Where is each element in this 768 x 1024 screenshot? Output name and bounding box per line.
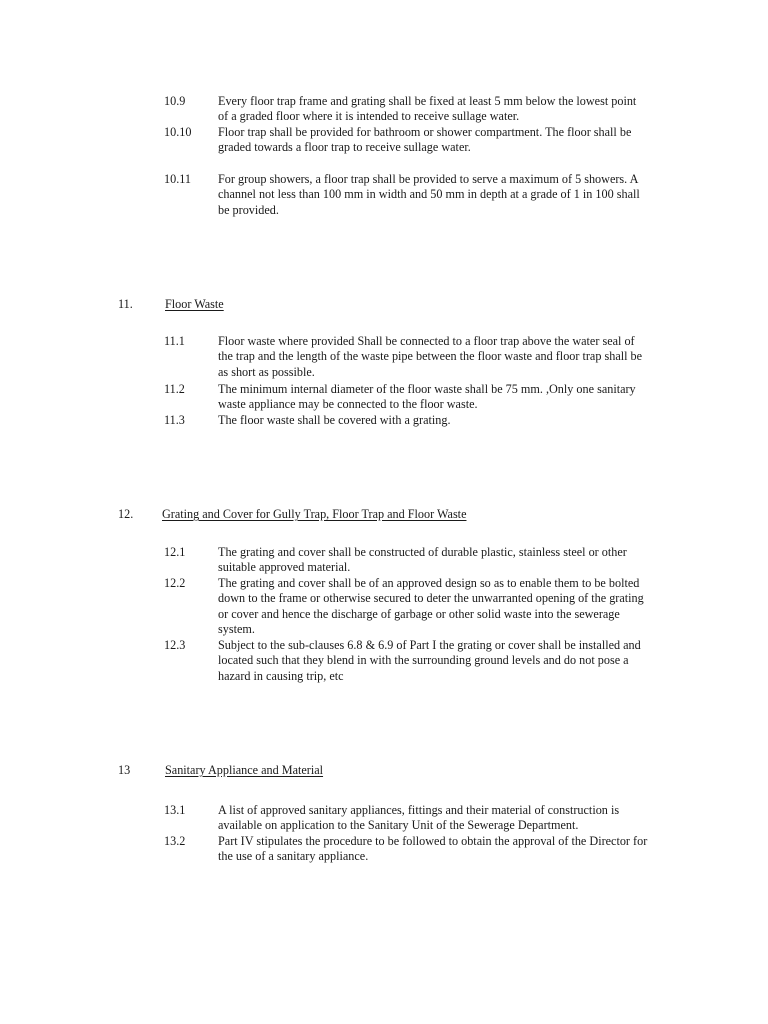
- section-11-number: 11.: [118, 297, 133, 311]
- clause-number: 11.1: [164, 334, 185, 348]
- clause-text: Part IV stipulates the procedure to be followed to obtain the approval of the Director for the use of a sanitary appliance.: [218, 834, 648, 864]
- clause-text: A list of approved sanitary appliances, fittings and their material of construction is available on application to the Sanitary Unit of the Sewerage Department.: [218, 803, 620, 833]
- clause-number: 11.2: [164, 382, 185, 396]
- clause-text: Floor trap shall be provided for bathroom or shower compartment. The floor shall be graded towards a floor trap to receive sullage water.: [218, 125, 632, 155]
- clause-number: 10.11: [164, 172, 191, 186]
- clause-number: 12.2: [164, 576, 186, 590]
- clause-number: 13.2: [164, 834, 186, 848]
- section-13-number: 13: [118, 763, 131, 777]
- clause-text: For group showers, a floor trap shall be provided to serve a maximum of 5 showers. A channel not less than 100 mm in width and 50 mm in depth at a grade of 1 in 100 shall be provided.: [218, 172, 640, 217]
- clause-number: 10.9: [164, 94, 186, 108]
- clause-text: The grating and cover shall be constructed of durable plastic, stainless steel or other suitable approved material.: [218, 545, 627, 575]
- clause-text: The floor waste shall be covered with a grating.: [218, 413, 451, 427]
- clause-text: The grating and cover shall be of an approved design so as to enable them to be bolted down to the frame or otherwise secured to deter the unwarranted opening of the grating or cover and hence the discharge of garbage or other solid waste into the sewerage system.: [218, 576, 644, 637]
- clause-text: Floor waste where provided Shall be connected to a floor trap above the water seal of the trap and the length of the waste pipe between the floor waste and floor trap shall be as short as possible.: [218, 334, 643, 379]
- clause-text: Every floor trap frame and grating shall be fixed at least 5 mm below the lowest point of a graded floor where it is intended to receive sullage water.: [218, 94, 637, 124]
- section-11-title: Floor Waste: [165, 297, 224, 311]
- clause-number: 12.3: [164, 638, 186, 652]
- section-13-title: Sanitary Appliance and Material: [165, 763, 324, 777]
- section-12-title: Grating and Cover for Gully Trap, Floor Trap and Floor Waste: [162, 507, 467, 521]
- clause-number: 11.3: [164, 413, 185, 427]
- clause-number: 10.10: [164, 125, 192, 139]
- clause-number: 13.1: [164, 803, 186, 817]
- clause-text: Subject to the sub-clauses 6.8 & 6.9 of Part I the grating or cover shall be installed and located such that they blend in with the surrounding ground levels and do not pose a hazard in causing trip, etc: [218, 638, 641, 683]
- clause-number: 12.1: [164, 545, 186, 559]
- clause-text: The minimum internal diameter of the floor waste shall be 75 mm. ,Only one sanitary waste appliance may be connected to the floor waste.: [218, 382, 636, 412]
- section-12-number: 12.: [118, 507, 134, 521]
